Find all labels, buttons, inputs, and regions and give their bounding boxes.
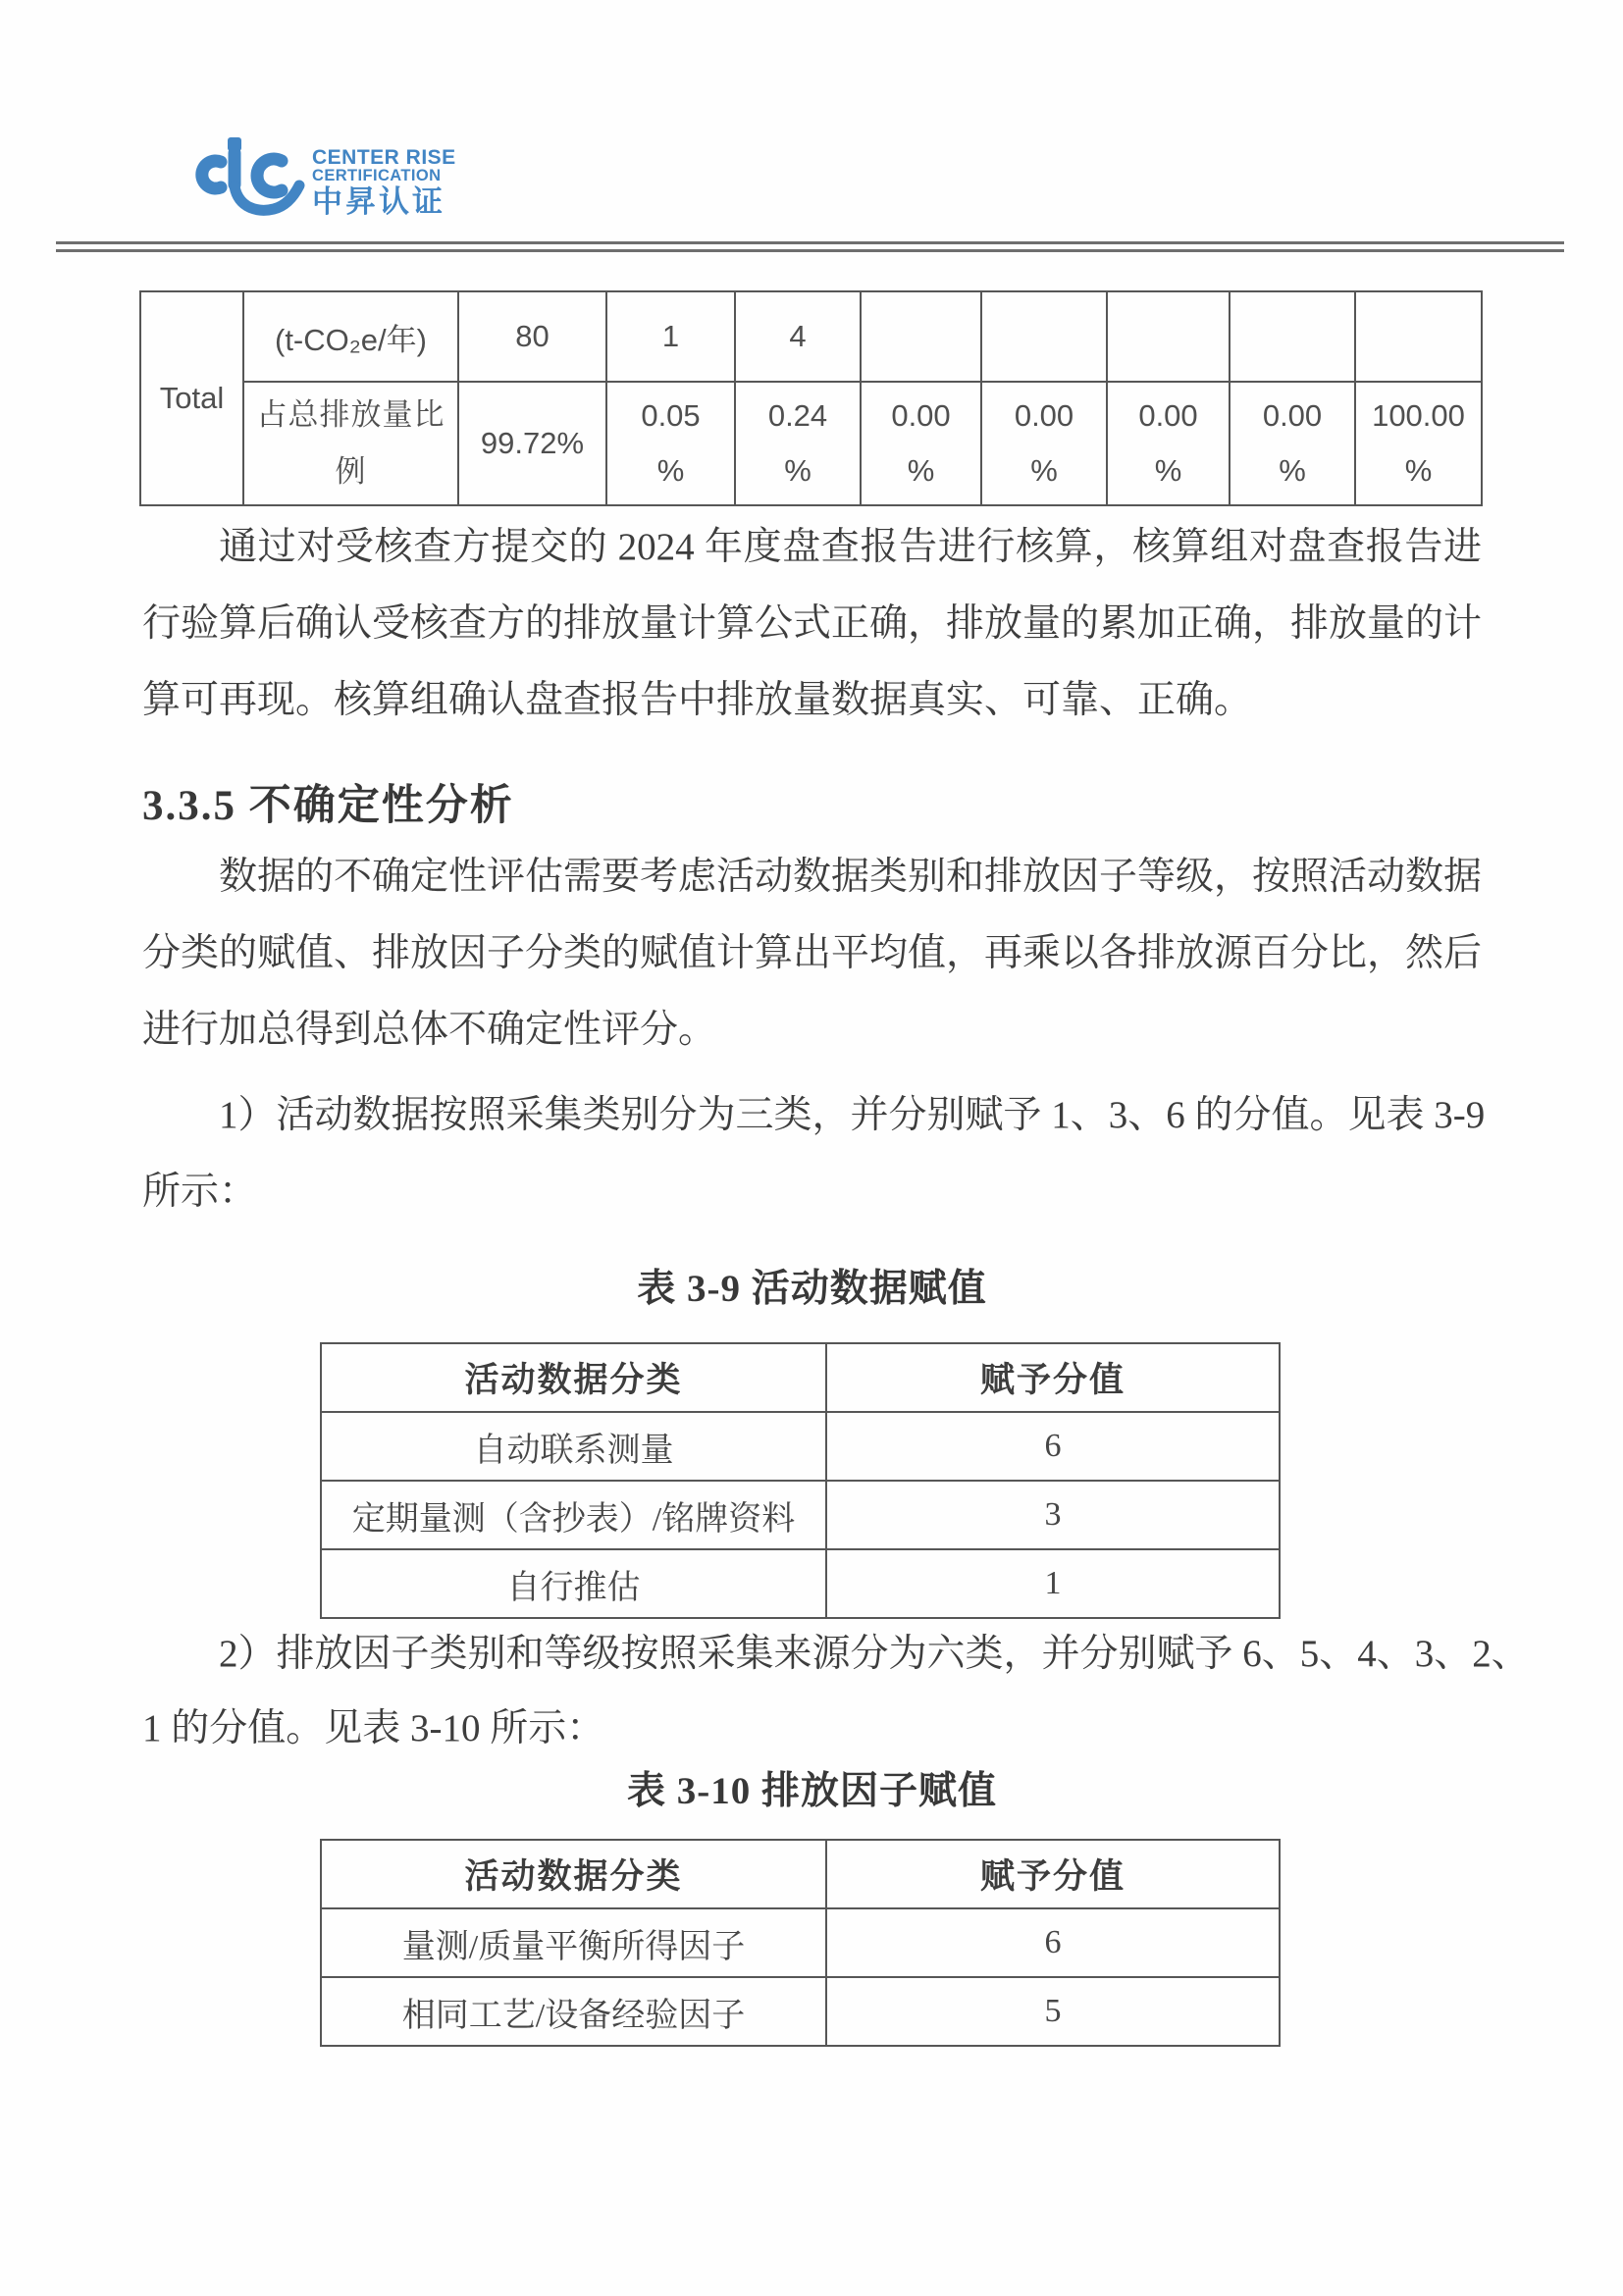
summary-unit-cell: (t-CO₂e/年) xyxy=(243,291,458,382)
section-heading-3-3-5: 3.3.5 不确定性分析 xyxy=(142,783,514,829)
summary-share-cell: 0.00 % xyxy=(1230,382,1355,505)
share-label: 占总排放量比例 xyxy=(256,397,445,489)
table-row xyxy=(140,291,1482,382)
summary-value-cell xyxy=(1107,291,1230,382)
table-header-row xyxy=(321,1840,1280,1908)
company-logo xyxy=(183,135,478,226)
summary-value-cell: 80 xyxy=(458,291,606,382)
summary-value-cell xyxy=(861,291,981,382)
header-category: 活动数据分类 xyxy=(321,1343,826,1412)
paragraph-uncertainty-intro: 数据的不确定性评估需要考虑活动数据类别和排放因子等级，按照活动数据 分类的赋值、排放因子分类的赋值计算出平均值，再乘以各排放源百分比，然后 进行加总得到总体不确定性评分。 xyxy=(142,856,1483,1051)
summary-total-cell: Total xyxy=(140,291,243,505)
summary-value-cell: 4 xyxy=(735,291,861,382)
table-row: 量测/质量平衡所得因子 6 xyxy=(321,1908,1280,1977)
summary-share-label-cell xyxy=(243,382,458,505)
logo-text xyxy=(312,147,484,220)
summary-share-cell: 0.00 % xyxy=(981,382,1107,505)
table-row: 相同工艺/设备经验因子 5 xyxy=(321,1977,1280,2046)
logo-line-1: CENTER RISE xyxy=(312,146,456,169)
summary-value-cell xyxy=(981,291,1107,382)
summary-value-cell xyxy=(1230,291,1355,382)
logo-line-2: CERTIFICATION xyxy=(312,167,442,184)
summary-share-cell: 100.00 % xyxy=(1355,382,1482,505)
table-header-row xyxy=(321,1343,1280,1412)
header-category: 活动数据分类 xyxy=(321,1840,826,1908)
header-score: 赋予分值 xyxy=(826,1840,1280,1908)
logo-line-3: 中昇认证 xyxy=(312,184,445,219)
paragraph-activity-data-classes: 1）活动数据按照采集类别分为三类，并分别赋予 1、3、6 的分值。见表 3-9 所示： xyxy=(142,1094,1486,1213)
table-row xyxy=(140,382,1482,505)
table-row: 自行推估 1 xyxy=(321,1549,1280,1618)
summary-share-cell: 99.72% xyxy=(458,382,606,505)
table-3-9-caption: 表 3-9 活动数据赋值 xyxy=(637,1268,987,1310)
summary-value-cell xyxy=(1355,291,1482,382)
table-3-10-emission-factor xyxy=(320,1839,1281,2047)
emissions-summary-table xyxy=(139,290,1483,506)
crc-logo-icon xyxy=(183,137,307,224)
summary-share-cell: 0.05 % xyxy=(606,382,735,505)
summary-share-cell: 0.00 % xyxy=(861,382,981,505)
table-row: 自动联系测量 6 xyxy=(321,1412,1280,1481)
summary-value-cell: 1 xyxy=(606,291,735,382)
paragraph-verification-result: 通过对受核查方提交的 2024 年度盘查报告进行核算，核算组对盘查报告进 行验算后确认受核查方的排放量计算公式正确，排放量的累加正确，排放量的计 算可再现。核算组确认盘查报告中排放量数据真实、可靠、正确。 xyxy=(142,526,1483,721)
table-3-9-activity-data xyxy=(320,1342,1281,1619)
table-3-10-caption: 表 3-10 排放因子赋值 xyxy=(627,1770,997,1812)
table-row: 定期量测（含抄表）/铭牌资料 3 xyxy=(321,1481,1280,1549)
header-divider xyxy=(56,241,1564,252)
paragraph-emission-factor-classes: 2）排放因子类别和等级按照采集来源分为六类，并分别赋予 6、5、4、3、2、 1 的分值。见表 3-10 所示： xyxy=(142,1633,1530,1749)
summary-share-cell: 0.24 % xyxy=(735,382,861,505)
header-score: 赋予分值 xyxy=(826,1343,1280,1412)
summary-share-cell: 0.00 % xyxy=(1107,382,1230,505)
